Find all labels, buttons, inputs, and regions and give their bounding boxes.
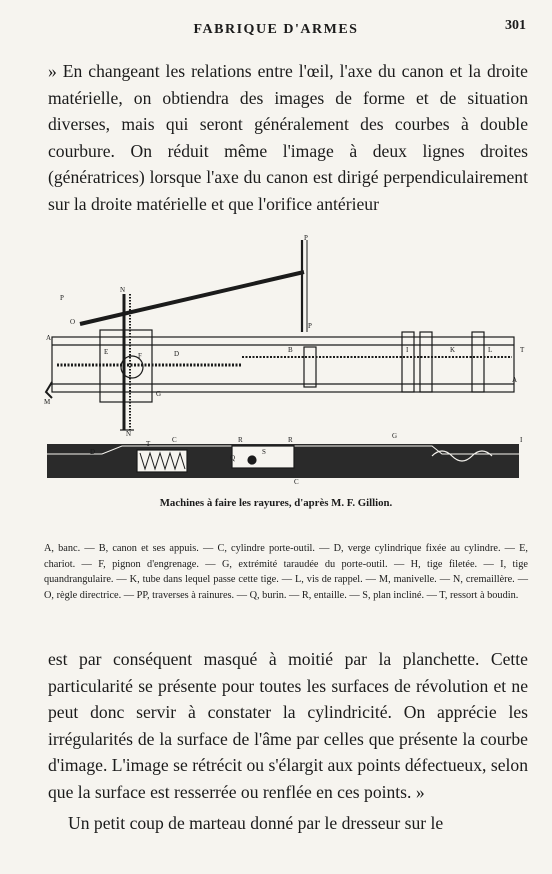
paragraph-1: » En changeant les relations entre l'œil, l'axe du canon et la droite matérielle, on obtiendra des images de forme et de situation diverses, mais qui seront généralement des courbes à double courbure. On réduit même l'image à deux lignes droites (génératrices) lorsque l'axe du canon est dirigé perpendiculairement sur la droite matérielle et que l'orifice antérieur [48, 61, 528, 214]
label-t: T [520, 346, 525, 354]
paragraph-3: Un petit coup de marteau donné par le dresseur sur le [68, 813, 444, 833]
label-q: Q [230, 454, 236, 462]
label-p-top: P [304, 234, 308, 242]
label-f: F [138, 352, 142, 360]
figure-rifling-machine [42, 232, 532, 487]
label-i2: I [520, 436, 523, 444]
label-p-left: P [60, 294, 64, 302]
label-r2: R [288, 436, 293, 444]
label-m: M [44, 398, 51, 406]
rifling-machine-drawing [42, 232, 532, 487]
label-n: N [120, 286, 126, 294]
label-g2: G [392, 432, 398, 440]
paragraph-2: est par conséquent masqué à moitié par la planchette. Cette particularité se présente pour toutes les surfaces de révolution et ne peut donc servir à constater la cylindricité. On apprécie les irrégularités de la surface de l'âme par celles que présente la courbe d'image. L'image se rétrécit ou s'élargit aux points défectueux, selon que la surface est resserrée ou renflée en ces points. » [48, 649, 528, 802]
label-g: G [156, 390, 162, 398]
label-c2: C [172, 436, 177, 444]
label-d: D [174, 350, 180, 358]
label-b: B [288, 346, 293, 354]
label-o: O [70, 318, 76, 326]
label-c3: C [294, 478, 299, 486]
label-i: I [406, 346, 409, 354]
label-a-left: A [46, 334, 52, 342]
label-l: L [488, 346, 493, 354]
label-s: S [262, 448, 266, 456]
label-d2: D [90, 448, 96, 456]
label-e: E [104, 348, 109, 356]
figure-legend: A, banc. — B, canon et ses appuis. — C, cylindre porte-outil. — D, verge cylindrique fixée au cylindre. — E, chariot. — F, pignon d'engrenage. — G, extrémité taraudée du porte-outil. — H, tige filetée. — I, tige quandrangulaire. — K, tube dans lequel passe cette tige. — L, vis de rappel. — M, manivelle. — N, cremaillère. — O, règle directrice. — PP, traverses à rainures. — Q, burin. — R, entaille. — S, plan incliné. — T, ressort à boudin. [44, 543, 528, 601]
label-n-bottom: N [126, 430, 132, 438]
figure-caption: Machines à faire les rayures, d'après M. F. Gillion. [159, 497, 393, 509]
page-number: 301 [505, 18, 526, 33]
label-k: K [450, 346, 456, 354]
label-t2: T [146, 440, 151, 448]
label-r1: R [238, 436, 243, 444]
running-title: FABRIQUE D'ARMES [193, 22, 359, 37]
label-a-right: A [512, 376, 518, 384]
label-p-mid: P [308, 322, 312, 330]
